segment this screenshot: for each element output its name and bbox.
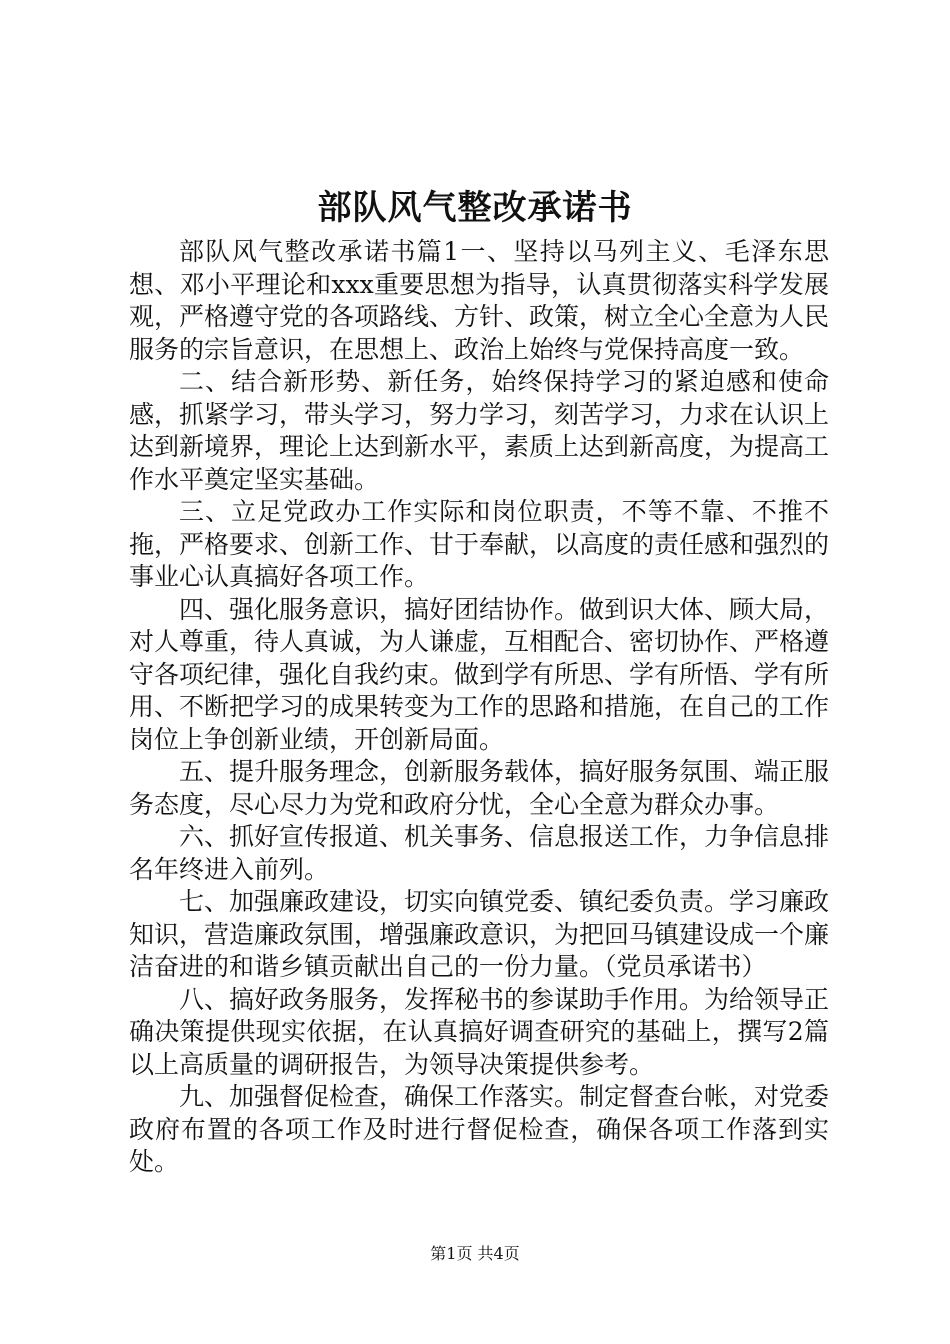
paragraph-3: 三、立足党政办工作实际和岗位职责，不等不靠、不推不拖，严格要求、创新工作、甘于奉献，以高度的责任感和强烈的事业心认真搞好各项工作。 [129,497,830,591]
page-footer: 第1页 共4页 [430,1244,520,1263]
document-title: 部队风气整改承诺书 [317,188,633,228]
paragraph-1: 部队风气整改承诺书篇1一、坚持以马列主义、毛泽东思想、邓小平理论和xxx重要思想为指导，认真贯彻落实科学发展观，严格遵守党的各项路线、方针、政策，树立全心全意为人民服务的宗旨意识，在思想上、政治上始终与党保持高度一致。 [129,237,830,364]
paragraph-5: 五、提升服务理念，创新服务载体，搞好服务氛围、端正服务态度，尽心尽力为党和政府分忧，全心全意为群众办事。 [129,757,830,819]
paragraph-9: 九、加强督促检查，确保工作落实。制定督查台帐，对党委政府布置的各项工作及时进行督促检查，确保各项工作落到实处。 [129,1082,830,1176]
paragraph-7: 七、加强廉政建设，切实向镇党委、镇纪委负责。学习廉政知识，营造廉政氛围，增强廉政意识，为把回马镇建设成一个廉洁奋进的和谐乡镇贡献出自己的一份力量。（党员承诺书） [129,887,830,981]
paragraph-8: 八、搞好政务服务，发挥秘书的参谋助手作用。为给领导正确决策提供现实依据，在认真搞好调查研究的基础上，撰写2篇以上高质量的调研报告，为领导决策提供参考。 [129,984,830,1079]
paragraph-2: 二、结合新形势、新任务，始终保持学习的紧迫感和使命感，抓紧学习，带头学习，努力学习，刻苦学习，力求在认识上达到新境界，理论上达到新水平，素质上达到新高度，为提高工作水平奠定坚实基础。 [129,367,830,494]
document-body [129,236,829,1179]
paragraph-6: 六、抓好宣传报道、机关事务、信息报送工作，力争信息排名年终进入前列。 [129,822,830,884]
paragraph-4: 四、强化服务意识，搞好团结协作。做到识大体、顾大局，对人尊重，待人真诚，为人谦虚，互相配合、密切协作、严格遵守各项纪律，强化自我约束。做到学有所思、学有所悟、学有所用、不断把学习的成果转变为工作的思路和措施，在自己的工作岗位上争创新业绩，开创新局面。 [129,594,830,754]
